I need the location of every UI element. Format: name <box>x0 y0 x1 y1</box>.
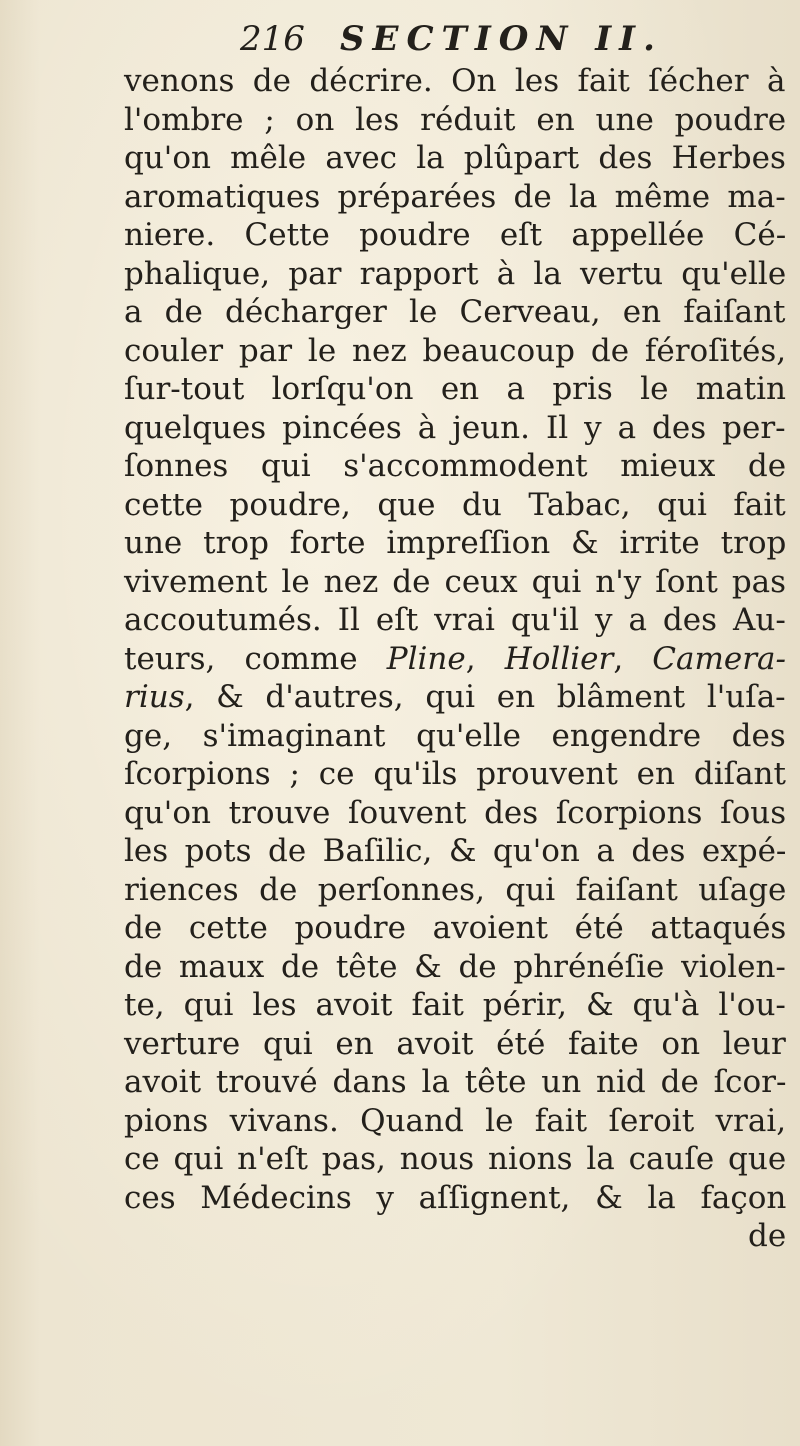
text-line: l'ombre ; on les réduit en une poudre <box>124 101 787 138</box>
text-line: qu'on trouve ſouvent des ſcorpions ſous <box>124 794 787 831</box>
text-line: ſcorpions ; ce qu'ils prouvent en diſant <box>124 756 786 792</box>
text-line: pions vivans. Quand le fait ſeroit vrai, <box>124 1102 787 1139</box>
text-line: qu'on mêle avec la plûpart des Herbes <box>124 140 786 176</box>
text-line: vivement le nez de ceux qui n'y ſont pas <box>124 563 787 600</box>
text-line: verture qui en avoit été faite on leur <box>124 1025 786 1062</box>
text-line: teurs, comme Pline, Hollier, Camera- <box>124 640 786 677</box>
text-line: a de décharger le Cerveau, en faiſant <box>124 294 786 330</box>
text-line: aromatiques préparées de la même ma- <box>124 178 786 215</box>
italic-name: rius <box>124 679 185 715</box>
text-line: une trop forte impreſſion & irrite trop <box>124 525 787 561</box>
text-line: avoit trouvé dans la tête un nid de ſcor- <box>124 1064 787 1100</box>
text-line: niere. Cette poudre eſt appellée Cé- <box>124 217 787 253</box>
text-line: accoutumés. Il eſt vrai qu'il y a des Au- <box>124 602 786 638</box>
text-line: ces Médecins y aſſignent, & la façon <box>124 1179 787 1216</box>
text-line: rius, & d'autres, qui en blâment l'uſa- <box>124 679 786 715</box>
text-line: phalique, par rapport à la vertu qu'elle <box>124 255 787 292</box>
text-line: ſur-tout lorſqu'on en a pris le matin <box>124 371 786 407</box>
catchword: de <box>748 1218 787 1254</box>
text-line: de maux de tête & de phrénéſie violen- <box>124 948 786 985</box>
page-header <box>240 14 760 64</box>
italic-name: Pline <box>386 640 466 677</box>
italic-name: Hollier <box>504 640 614 677</box>
italic-name: Camera- <box>652 640 786 677</box>
running-head: SECTION II. <box>340 19 663 59</box>
text-line: riences de perſonnes, qui faiſant uſage <box>124 871 787 908</box>
page-number: 216 <box>240 19 305 59</box>
text-line: te, qui les avoit fait périr, & qu'à l'ou- <box>124 987 786 1023</box>
text-line: de cette poudre avoient été attaqués <box>124 910 787 946</box>
text-line: ſonnes qui s'accommodent mieux de <box>124 448 787 484</box>
text-line: venons de décrire. On les fait ſécher à <box>124 63 786 99</box>
text-line: cette poudre, que du Tabac, qui fait <box>124 486 786 523</box>
text-line: quelques pincées à jeun. Il y a des per- <box>124 409 786 446</box>
text-line: ge, s'imaginant qu'elle engendre des <box>124 717 786 754</box>
text-line: les pots de Baſilic, & qu'on a des expé- <box>124 833 787 869</box>
text-line: couler par le nez beaucoup de féroſités, <box>124 332 787 369</box>
body-text <box>0 62 800 1446</box>
text-line: ce qui n'eſt pas, nous nions la cauſe que <box>124 1141 787 1177</box>
